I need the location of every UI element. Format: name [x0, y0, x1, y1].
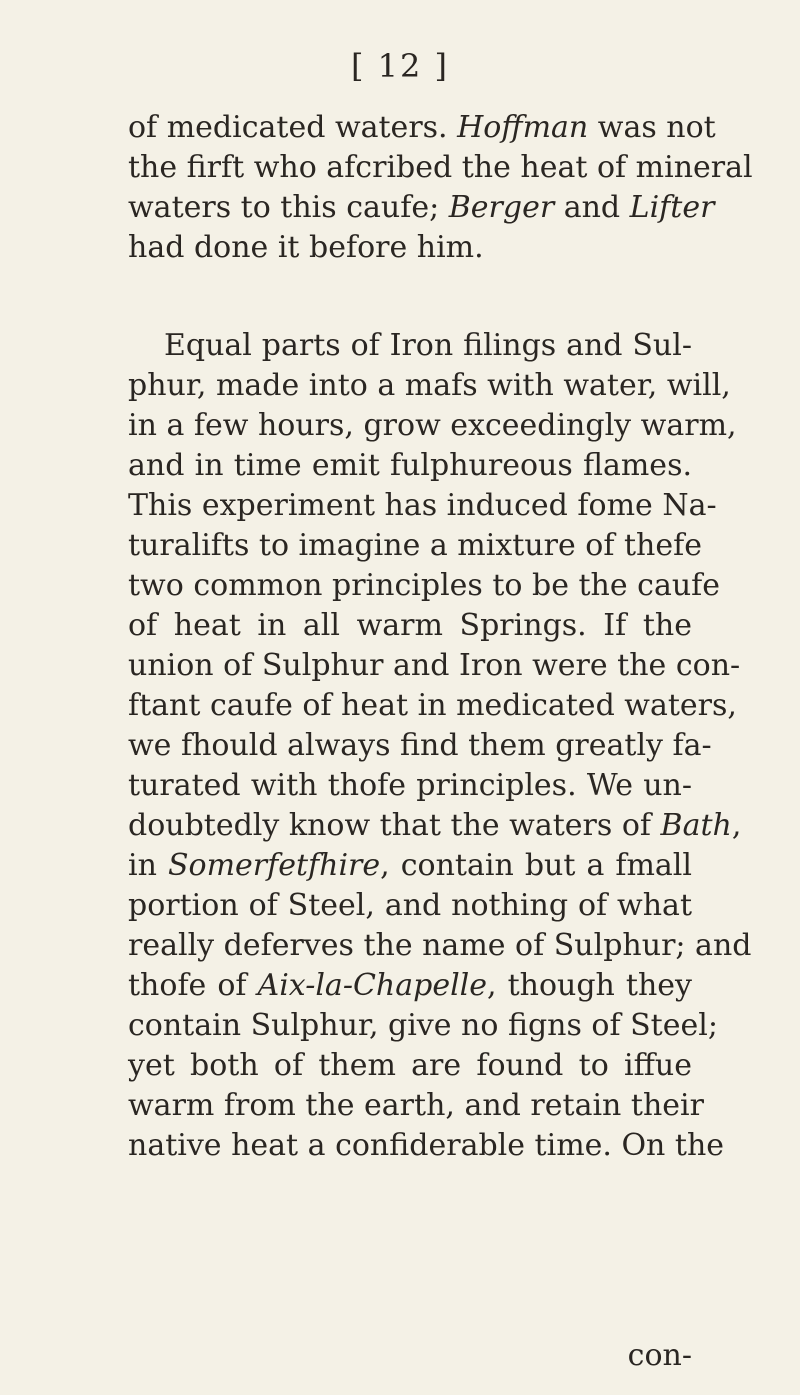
page-number: [ 12 ]	[350, 47, 450, 85]
text-run: , though they	[487, 968, 692, 1003]
text-run: doubtedly know that the waters of	[128, 808, 661, 843]
text-line	[128, 446, 692, 486]
text-line	[128, 766, 692, 806]
italic-text: Hoffman	[457, 110, 589, 145]
text-run: contain Sulphur, give no figns of Steel;	[128, 1008, 718, 1043]
text-line	[128, 406, 737, 446]
text-run: portion of Steel, and nothing of what	[128, 888, 692, 923]
text-line	[128, 966, 692, 1006]
text-line	[128, 188, 715, 228]
italic-text: Berger	[448, 190, 555, 225]
text-run: This experiment has induced fome Na-	[128, 488, 717, 523]
paragraph-2	[128, 326, 752, 1166]
text-line	[128, 926, 752, 966]
text-run: the firft who afcribed the heat of mineral	[128, 150, 753, 185]
text-run: we fhould always find them greatly fa-	[128, 728, 712, 763]
paragraph-1	[128, 108, 753, 268]
text-run: ftant caufe of heat in medicated waters,	[128, 688, 737, 723]
text-line	[128, 1126, 725, 1166]
italic-text: Aix-la-Chapelle	[257, 968, 488, 1003]
italic-text: Bath	[660, 808, 732, 843]
text-run: two common principles to be the caufe	[128, 568, 721, 603]
text-run: really deferves the name of Sulphur; and	[128, 928, 752, 963]
text-line	[128, 108, 716, 148]
text-run: turated with thofe principles. We un-	[128, 768, 692, 803]
text-run: phur, made into a mafs with water, will,	[128, 368, 731, 403]
text-run: turalifts to imagine a mixture of thefe	[128, 528, 702, 563]
text-line	[128, 326, 692, 366]
text-run: warm from the earth, and retain their	[128, 1088, 704, 1123]
text-line	[128, 366, 731, 406]
catchword: con-	[627, 1338, 692, 1373]
text-line	[128, 148, 753, 188]
text-line	[128, 228, 692, 268]
text-run: , contain but a fmall	[380, 848, 692, 883]
text-line	[128, 846, 692, 886]
text-run: native heat a confiderable time. On the	[128, 1128, 725, 1163]
text-line	[128, 606, 692, 646]
text-run: of medicated waters.	[128, 110, 458, 145]
text-run: in	[128, 848, 168, 883]
text-line	[128, 646, 741, 686]
text-line	[128, 566, 721, 606]
text-line	[128, 1086, 704, 1126]
text-run: thofe of	[128, 968, 258, 1003]
text-run: and	[554, 190, 630, 225]
text-run: in a few hours, grow exceedingly warm,	[128, 408, 737, 443]
text-line	[128, 726, 712, 766]
text-run: of heat in all warm Springs. If the	[128, 608, 692, 643]
text-line	[128, 1006, 718, 1046]
text-run: yet both of them are found to iffue	[128, 1048, 692, 1083]
body-text	[128, 108, 753, 1166]
text-run: and in time emit fulphureous flames.	[128, 448, 692, 483]
paragraph-gap	[128, 268, 692, 326]
text-run: had done it before him.	[128, 230, 484, 265]
text-run: Equal parts of Iron filings and Sul-	[164, 328, 692, 363]
text-run: waters to this caufe;	[128, 190, 449, 225]
text-line	[128, 806, 742, 846]
text-line	[128, 486, 717, 526]
italic-text: Lifter	[629, 190, 715, 225]
text-line	[128, 686, 737, 726]
text-run: was not	[588, 110, 716, 145]
text-run: union of Sulphur and Iron were the con-	[128, 648, 741, 683]
text-line	[128, 526, 702, 566]
text-line	[128, 1046, 692, 1086]
italic-text: Somerfetfhire	[167, 848, 381, 883]
text-line	[128, 886, 692, 926]
text-run: ,	[731, 808, 742, 843]
